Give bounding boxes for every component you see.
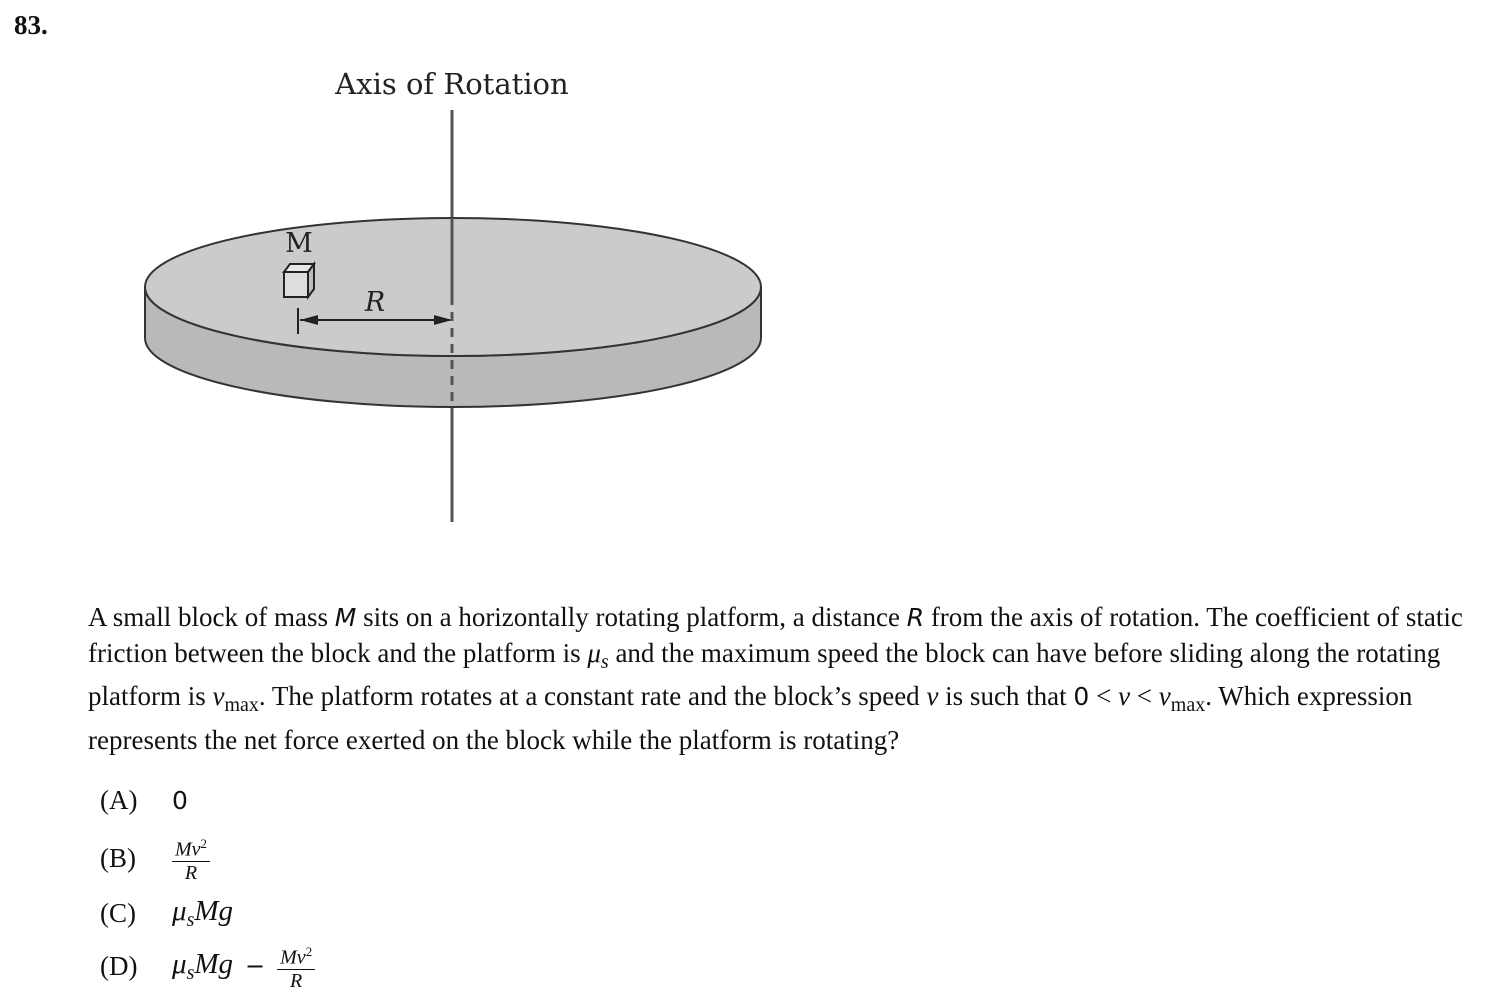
stem-text-7: . Which expression represents the net force exerted on the block while the platform is rotating? [88, 681, 1413, 755]
choice-b-numerator: Mv [175, 838, 201, 861]
rotating-platform-diagram [0, 0, 900, 560]
choice-d-fraction [277, 942, 315, 991]
question-stem [88, 600, 1506, 757]
choice-a-label: (A) [100, 785, 138, 815]
choice-b[interactable] [100, 834, 210, 883]
mu-symbol: μ [587, 637, 601, 668]
v-symbol: v [212, 681, 225, 711]
choice-c-mu-subscript: s [186, 909, 195, 931]
mass-label: M [285, 228, 313, 259]
choice-c-mu: μ [172, 895, 187, 927]
radius-symbol: R [906, 603, 925, 632]
mu-subscript: s [600, 650, 609, 673]
choice-a-value: 0 [172, 786, 188, 815]
choice-d-mu: μ [172, 947, 187, 980]
choice-c-label: (C) [100, 898, 136, 928]
radius-label: R [364, 287, 386, 318]
choice-a[interactable] [100, 785, 188, 816]
v-symbol-2: v [926, 681, 939, 711]
stem-text-2: sits on a horizontally rotating platform, a distance [356, 602, 907, 632]
choice-d-rest: Mg [194, 947, 234, 980]
choice-d-denominator: R [290, 969, 303, 992]
choice-c-rest: Mg [194, 895, 234, 927]
max-subscript: max [224, 694, 259, 716]
axis-of-rotation-label: Axis of Rotation [335, 67, 569, 101]
choice-d-numerator: Mv [280, 946, 306, 969]
choice-d-minus: − [245, 952, 266, 981]
v-symbol-3: v [1118, 681, 1131, 711]
stem-text-1: A small block of mass [88, 602, 335, 632]
choice-b-fraction [172, 834, 210, 883]
less-than-1: < [1089, 681, 1119, 711]
v-symbol-4: v [1158, 681, 1171, 711]
block-m [284, 264, 314, 297]
max-subscript-2: max [1170, 694, 1206, 716]
stem-text-6: is such that [938, 681, 1074, 711]
choice-b-exponent: 2 [200, 836, 208, 851]
question-number: 83. [14, 10, 48, 40]
stem-text-4: and the maximum speed the block can have before sliding along the rotating platform is [88, 637, 1441, 711]
mass-symbol: M [334, 603, 357, 632]
choice-c[interactable] [100, 895, 233, 932]
stem-text-3: from the axis of rotation. The coefficient of static friction between the block and the platform is [88, 602, 1463, 668]
stem-text-5: . The platform rotates at a constant rate and the block’s speed [258, 681, 927, 711]
less-than-2: < [1130, 681, 1159, 711]
choice-d-mu-subscript: s [186, 961, 195, 984]
choice-b-denominator: R [184, 861, 198, 884]
choice-d-exponent: 2 [305, 944, 313, 959]
choice-d-label: (D) [100, 950, 138, 981]
choice-d[interactable] [100, 942, 315, 991]
zero-symbol: 0 [1073, 682, 1090, 711]
choice-b-label: (B) [100, 842, 136, 873]
